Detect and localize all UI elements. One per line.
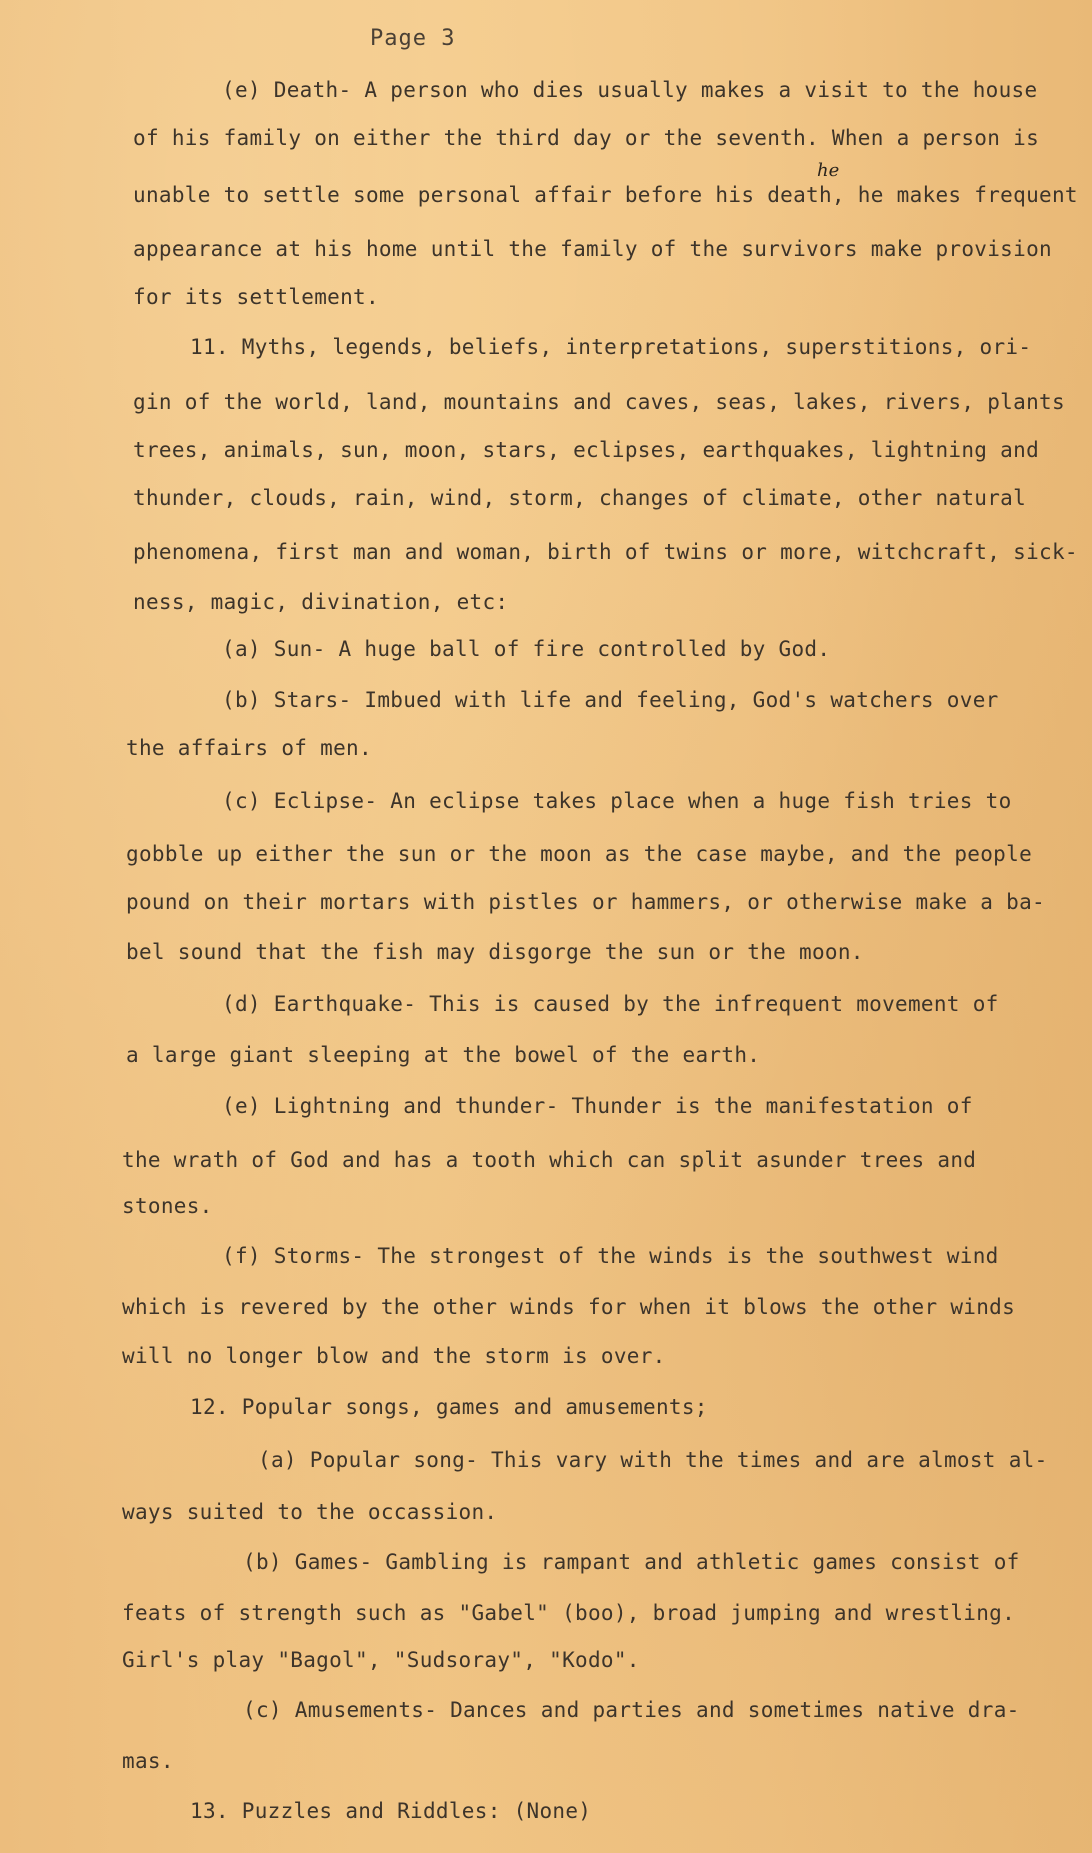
text-line: which is revered by the other winds for when it blows the other winds — [122, 1295, 1016, 1319]
text-line: trees, animals, sun, moon, stars, eclipses, earthquakes, lightning and — [133, 438, 1040, 462]
text-line: ness, magic, divination, etc: — [133, 590, 509, 614]
text-line: (d) Earthquake- This is caused by the infrequent movement of — [222, 992, 999, 1016]
handwritten-insert: he — [817, 160, 840, 181]
text-line: (e) Lightning and thunder- Thunder is the manifestation of — [222, 1094, 973, 1118]
text-line: ways suited to the occassion. — [122, 1500, 498, 1524]
text-line: thunder, clouds, rain, wind, storm, changes of climate, other natural — [133, 486, 1027, 510]
text-line: 11. Myths, legends, beliefs, interpretations, superstitions, ori- — [190, 335, 1032, 359]
text-line: stones. — [122, 1194, 213, 1218]
text-line: phenomena, first man and woman, birth of twins or more, witchcraft, sick- — [133, 540, 1078, 564]
text-line: mas. — [122, 1749, 174, 1773]
text-line: unable to settle some personal affair before his death, he makes frequent — [133, 183, 1078, 207]
text-line: 13. Puzzles and Riddles: (None) — [190, 1799, 592, 1823]
text-line: a large giant sleeping at the bowel of the earth. — [126, 1043, 761, 1067]
text-line: the affairs of men. — [126, 736, 372, 760]
text-line: the wrath of God and has a tooth which can split asunder trees and — [122, 1148, 977, 1172]
text-line: (b) Games- Gambling is rampant and athletic games consist of — [243, 1550, 1020, 1574]
text-line: appearance at his home until the family of the survivors make provision — [133, 237, 1052, 261]
text-line: (f) Storms- The strongest of the winds is the southwest wind — [222, 1244, 999, 1268]
text-line: pound on their mortars with pistles or hammers, or otherwise make a ba- — [126, 890, 1045, 914]
text-line: of his family on either the third day or the seventh. When a person is — [133, 126, 1040, 150]
text-line: gin of the world, land, mountains and caves, seas, lakes, rivers, plants — [133, 390, 1065, 414]
text-line: (b) Stars- Imbued with life and feeling, God's watchers over — [222, 688, 999, 712]
text-line: (a) Popular song- This vary with the times and are almost al- — [258, 1448, 1048, 1472]
text-line: for its settlement. — [133, 285, 379, 309]
text-line: Girl's play "Bagol", "Sudsoray", "Kodo". — [122, 1648, 640, 1672]
page-number-header: Page 3 — [370, 26, 456, 51]
text-line: (c) Amusements- Dances and parties and sometimes native dra- — [243, 1698, 1020, 1722]
text-line: bel sound that the fish may disgorge the sun or the moon. — [126, 940, 864, 964]
text-line: (a) Sun- A huge ball of fire controlled by God. — [222, 637, 831, 661]
text-line: feats of strength such as "Gabel" (boo), broad jumping and wrestling. — [122, 1601, 1016, 1625]
text-line: (c) Eclipse- An eclipse takes place when a huge fish tries to — [222, 789, 1012, 813]
text-line: (e) Death- A person who dies usually makes a visit to the house — [222, 78, 1038, 102]
text-line: 12. Popular songs, games and amusements; — [190, 1395, 708, 1419]
text-line: will no longer blow and the storm is over. — [122, 1344, 666, 1368]
text-line: gobble up either the sun or the moon as the case maybe, and the people — [126, 842, 1033, 866]
